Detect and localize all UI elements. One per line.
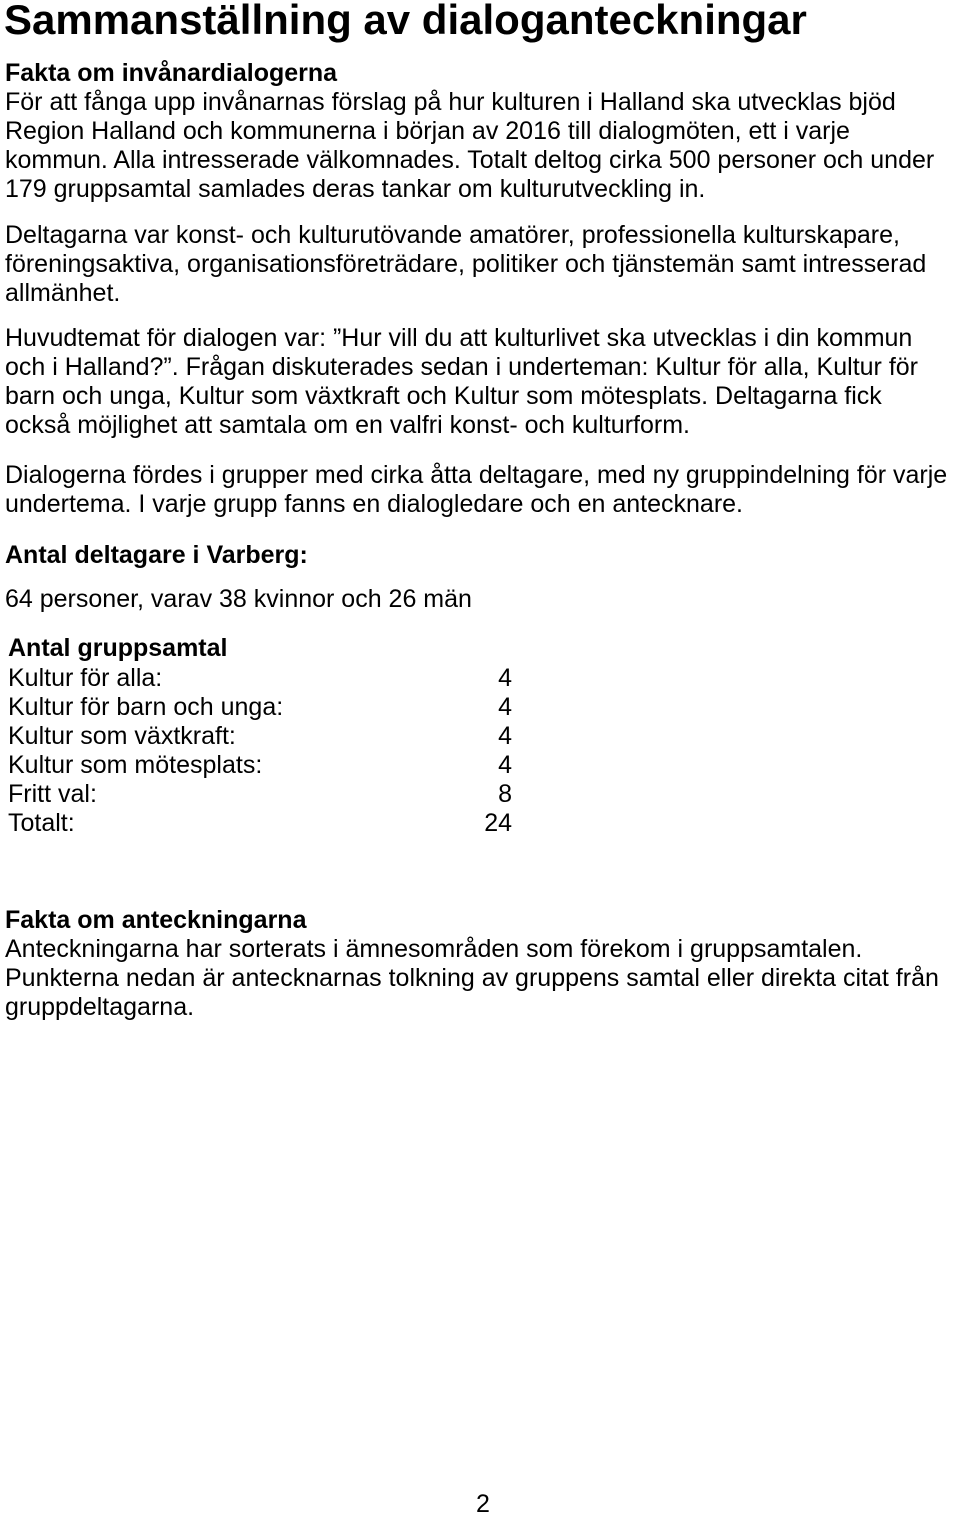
document-title: Sammanställning av dialoganteckningar — [4, 0, 807, 43]
paragraph — [5, 935, 939, 1022]
paragraph-line: För att fånga upp invånarnas förslag på hur kulturen i Halland ska utvecklas bjöd — [5, 88, 896, 116]
paragraph — [5, 221, 926, 308]
section-heading: Fakta om invånardialogerna — [5, 59, 338, 87]
row-value: 4 — [498, 664, 512, 692]
paragraph-line: Dialogerna fördes i grupper med cirka åtta deltagare, med ny gruppindelning för varje — [5, 461, 948, 489]
paragraph — [5, 324, 918, 440]
table-row — [8, 693, 512, 722]
section-participants — [5, 541, 308, 570]
row-label: Fritt val: — [8, 780, 97, 808]
page-number: 2 — [476, 1490, 490, 1517]
row-label: Kultur som mötesplats: — [8, 751, 263, 779]
paragraph — [5, 88, 934, 204]
paragraph-line: föreningsaktiva, organisationsföreträdare, politiker och tjänstemän samt intresserad — [5, 250, 927, 278]
row-value: 8 — [498, 780, 512, 808]
paragraph-line: barn och unga, Kultur som växtkraft och Kultur som mötesplats. Deltagarna fick — [5, 382, 882, 410]
row-value: 4 — [498, 722, 512, 750]
participants-summary — [5, 585, 472, 614]
row-label: Kultur som växtkraft: — [8, 722, 236, 750]
paragraph-line: Huvudtemat för dialogen var: ”Hur vill du att kulturlivet ska utvecklas i din kommun — [5, 324, 913, 352]
paragraph-line: Anteckningarna har sorterats i ämnesområden som förekom i gruppsamtalen. — [5, 935, 863, 963]
table-row — [8, 780, 512, 809]
section-group-talks — [8, 634, 227, 663]
paragraph-line: undertema. I varje grupp fanns en dialogledare och en antecknare. — [5, 490, 743, 518]
row-value: 24 — [484, 809, 512, 837]
group-talks-table — [8, 664, 512, 838]
table-row — [8, 664, 512, 693]
section-heading: Antal gruppsamtal — [8, 634, 228, 662]
paragraph-line: Deltagarna var konst- och kulturutövande amatörer, professionella kulturskapare, — [5, 221, 900, 249]
paragraph — [5, 461, 947, 519]
paragraph-line: också möjlighet att samtala om en valfri konst- och kulturform. — [5, 411, 690, 439]
row-value: 4 — [498, 693, 512, 721]
paragraph-line: allmänhet. — [5, 279, 121, 307]
section-facts-dialogues — [5, 59, 337, 88]
paragraph-line: Region Halland och kommunerna i början av 2016 till dialogmöten, ett i varje — [5, 117, 850, 145]
paragraph-line: gruppdeltagarna. — [5, 993, 195, 1021]
paragraph-line: och i Halland?”. Frågan diskuterades sedan i underteman: Kultur för alla, Kultur för — [5, 353, 918, 381]
row-label: Totalt: — [8, 809, 75, 837]
paragraph-line: kommun. Alla intresserade välkomnades. Totalt deltog cirka 500 personer och under — [5, 146, 935, 174]
table-row — [8, 722, 512, 751]
table-row — [8, 751, 512, 780]
row-value: 4 — [498, 751, 512, 779]
section-facts-notes — [5, 906, 306, 935]
section-heading: Antal deltagare i Varberg: — [5, 541, 308, 569]
table-row — [8, 809, 512, 838]
row-label: Kultur för alla: — [8, 664, 163, 692]
paragraph-line: Punkterna nedan är antecknarnas tolkning av gruppens samtal eller direkta citat från — [5, 964, 939, 992]
paragraph-line: 179 gruppsamtal samlades deras tankar om kulturutveckling in. — [5, 175, 706, 203]
section-heading: Fakta om anteckningarna — [5, 906, 307, 934]
participants-text: 64 personer, varav 38 kvinnor och 26 män — [5, 585, 472, 613]
row-label: Kultur för barn och unga: — [8, 693, 284, 721]
